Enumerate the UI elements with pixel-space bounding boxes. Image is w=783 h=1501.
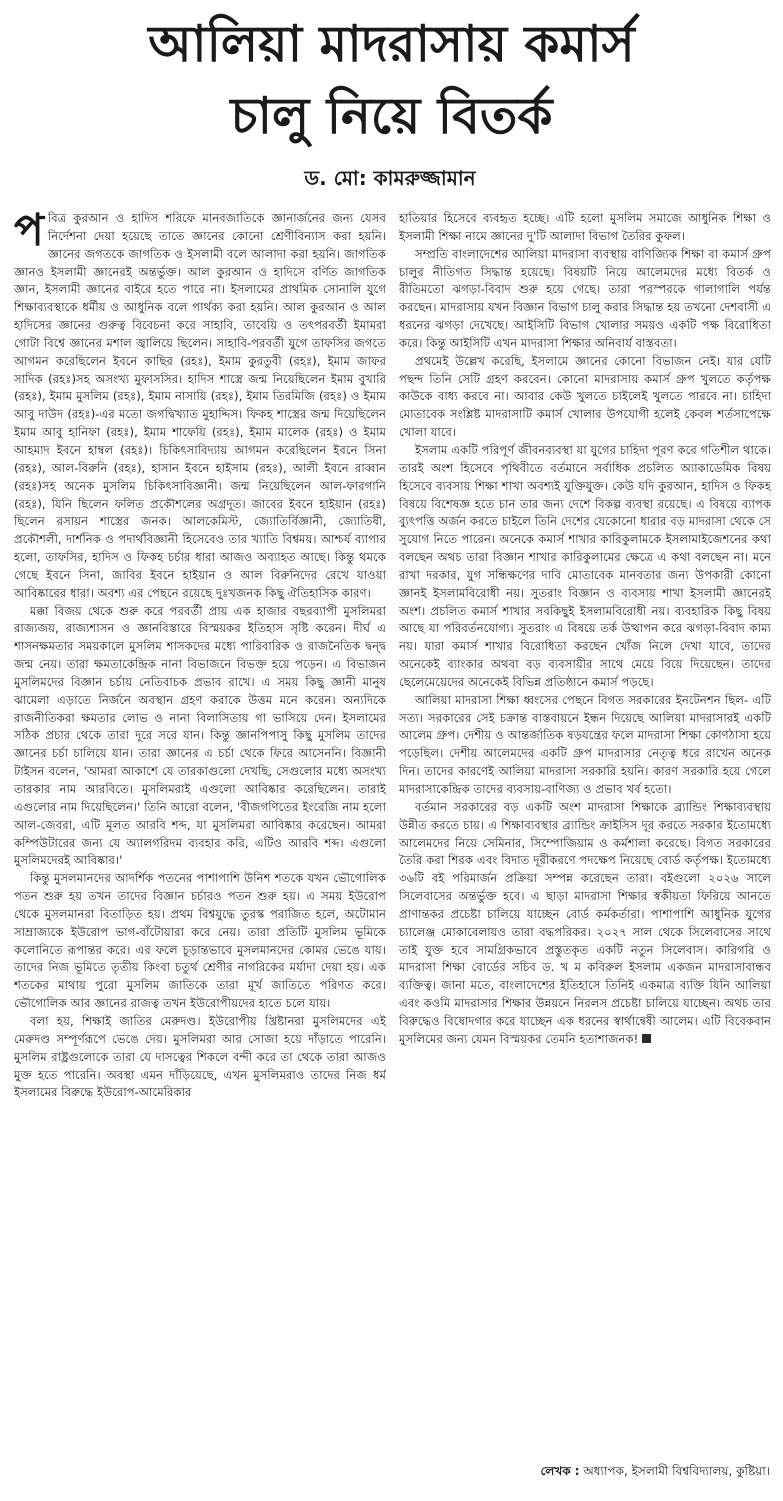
article-column-right bbox=[399, 210, 771, 1450]
article-headline bbox=[0, 8, 783, 152]
author-designation: অধ্যাপক, ইসলামী বিশ্ববিদ্যালয়, কুষ্টিয়া। bbox=[583, 1464, 770, 1478]
paragraph-text: বর্তমান সরকারের বড় একটি অংশ মাদরাসা শিক্ষাকে ব্র্যান্ডিং শিক্ষাব্যবস্থায় উন্নীত করতে চায়। এ শিক্ষাব্যবস্থার ব্র্যান্ডিং ক্রাইসিস দূর করতে সরকার ইতোমধ্যে আলেমদের নিয়ে সেমিনার, সিম্পোজিয়াম ও কর্মশালা করেছে। বিগত সরকারের তৈরি করা শিরক এবং বিদাত দূরীকরণে পদক্ষেপ নিয়েছে বোর্ড কর্তৃপক্ষ। ইতোমধ্যে ৩৬টি বই পরিমার্জন প্রক্রিয়া সম্পন্ন করেছেন তারা। বইগুলো ২০২৬ সালে সিলেবাসের অন্তর্ভুক্ত হবে। এ ছাড়া মাদরাসা শিক্ষার স্বকীয়তা ফিরিয়ে আনতে প্রাণান্তকর প্রচেষ্টা চালিয়ে যাচ্ছেন বোর্ড কর্মকর্তারা। পাশাপাশি আধুনিক যুগের চ্যালেঞ্জ মোকাবেলায়ও তারা বদ্ধপরিকর। ২০২৭ সাল থেকে সিলেবাসের সাথে তাই যুক্ত হবে সামগ্রিকভাবে প্রস্তুতকৃত একটি নতুন সিলেবাস। কারিগরি ও মাদরাসা শিক্ষা বোর্ডের সচিব ড. খ ম কবিরুল ইসলাম একজন মাদরাসাবান্ধব ব্যক্তিত্ব। জানা মতে, বাংলাদেশের ইতিহাসে তিনিই একমাত্র ব্যক্তি যিনি আলিয়া এবং কওমি মাদরাসার শিক্ষার উন্নয়নে নিরলস প্রচেষ্টা চালিয়ে যাচ্ছেন। অথচ তার বিরুদ্ধেও বিষোদগার করে যাচ্ছেন এক ধরনের স্বার্থান্বেষী আলেম। এটি বিবেকবান মুসলিমের জন্য যেমন বিস্ময়কর তেমনি হতাশাজনক! bbox=[399, 799, 771, 1046]
headline-line-2: চালু নিয়ে বিতর্ক bbox=[230, 87, 553, 145]
headline-line-1: আলিয়া মাদরাসায় কমার্স bbox=[148, 15, 635, 73]
author-info bbox=[470, 1462, 770, 1480]
article-paragraph: ইসলাম একটি পরিপূর্ণ জীবনব্যবস্থা যা যুগের চাহিদা পূরণ করে গতিশীল থাকে। তারই অংশ হিসেবে পৃথিবীতে বর্তমানে সর্বাধিক প্রচলিত অ্যাকাডেমিক বিষয় হিসেবে ব্যবসায় শিক্ষা শাখা অবশ্যই যুক্তিযুক্ত। কেউ যদি কুরআন, হাদিস ও ফিকহ বিষয়ে বিশেষজ্ঞ হতে চান তার জন্য দেশে বিকল্প ব্যবস্থা রয়েছে। এ বিষয়ে ব্যাপক ব্যুৎপত্তি অর্জন করতে চাইলে তিনি দেশের যেকোনো ধারার বড় মাদরাসা থেকে সে সুযোগ নিতে পারেন। অনেকে কমার্স শাখার কারিকুলামকে ইসলামাইজেশনের কথা বলছেন অথচ তারা বিজ্ঞান শাখার কারিকুলামের ক্ষেত্রে এ কথা বলছেন না। মনে রাখা দরকার, যুগ সন্ধিক্ষণের দাবি মোতাবেক মানবতার জন্য উপকারী কোনো জ্ঞানই ইসলামবিরোধী নয়। সুতরাং বিজ্ঞান ও ব্যবসায় শাখা ইসলামী জ্ঞানেরই অংশ। প্রচলিত কমার্স শাখার সবকিছুই ইসলামবিরোধী নয়। ব্যবহারিক কিছু বিষয় আছে যা পরিবর্তনযোগ্য। সুতরাং এ বিষয়ে তর্ক উত্থাপন করে ঝগড়া-বিবাদ কাম্য নয়। যারা কমার্স শাখার বিরোধিতা করছেন খোঁজ নিলে দেখা যাবে, তাদের অনেকেই ব্যাংকার অথবা বড় ব্যবসায়ীর সাথে মেয়ে বিয়ে দিয়েছেন। তাদের ছেলেমেয়েদের অনেকেই বিভিন্ন প্রতিষ্ঠানে কমার্স পড়ছে। bbox=[399, 442, 771, 689]
drop-cap: প bbox=[14, 210, 44, 256]
article-paragraph: হাতিয়ার হিসেবে ব্যবহৃত হচ্ছে। এটি হলো মুসলিম সমাজে আধুনিক শিক্ষা ও ইসলামী শিক্ষা নামে জ্ঞানের দু'টি আলাদা বিভাগ তৈরির কুফল। bbox=[399, 211, 771, 243]
article-paragraph bbox=[399, 799, 771, 1049]
article-paragraph: প্রথমেই উল্লেখ করেছি, ইসলামে জ্ঞানের কোনো বিভাজন নেই। যার যেটি পছন্দ তিনি সেটি গ্রহণ করবেন। কোনো মাদরাসায় কমার্স গ্রুপ খুলতে কর্তৃপক্ষ কাউকে বাধ্য করবে না। আবার কেউ খুলতে চাইলেই খুলতে পারবে না। চাহিদা মোতাবেক সংশ্লিষ্ট মাদরাসাটি কমার্স খোলার উপযোগী হলেই কেবল শর্তসাপেক্ষে খোলা যাবে। bbox=[399, 353, 771, 440]
author-byline: ড. মো: কামরুজ্জামান bbox=[304, 166, 476, 190]
article-paragraph: বলা হয়, শিক্ষাই জাতির মেরুদণ্ড। ইউরোপীয় খ্রিষ্টানরা মুসলিমদের এই মেরুদণ্ড সম্পূর্ণরূপে ভেঙে দেয়। মুসলিমরা আর সোজা হয়ে দাঁড়াতে পারেনি। মুসলিম রাষ্ট্রগুলোকে তারা যে দাসত্বের শিকলে বন্দী করে তা থেকে তারা আজও মুক্ত হতে পারেনি। অবস্থা এমন দাঁড়িয়েছে, এখন মুসলিমরাও তাদের নিজ ধর্ম ইসলামের বিরুদ্ধে ইউরোপ-আমেরিকার bbox=[14, 1013, 386, 1100]
article-paragraph: মক্কা বিজয় থেকে শুরু করে পরবর্তী প্রায় এক হাজার বছরব্যাপী মুসলিমরা রাজ্যজয়, রাজ্যশাসন ও জ্ঞানবিস্তারে বিস্ময়কর ইতিহাস সৃষ্টি করেন। দীর্ঘ এ শাসনক্ষমতার সময়কালে মুসলিম শাসকদের মধ্যে পারিবারিক ও রাজনৈতিক দ্বন্দ্ব জন্ম নেয়। তারা ক্ষমতাকেন্দ্রিক নানা বিভাজনে বিভক্ত হয়ে পড়েন। এ বিভাজন মুসলিমদের বিজ্ঞান চর্চায় নেতিবাচক প্রভাব রাখে। এ সময় কিছু জ্ঞানী মানুষ ঝামেলা এড়াতে নির্জনে অবস্থান গ্রহণ করাকে উত্তম মনে করেন। অন্যদিকে রাজনীতিকরা ক্ষমতার লোভ ও নানা বিলাসিতায় গা ভাসিয়ে দেন। ইসলামের সঠিক প্রচার থেকে তারা দূরে সরে যান। কিন্তু জ্ঞানপিপাসু কিছু মুসলিম তাদের জ্ঞানের চর্চা চালিয়ে যান। তারা জ্ঞানের এ চর্চা থেকে ফিরে আসেননি। বিজ্ঞানী টাইসন বলেন, 'আমরা আকাশে যে তারকাগুলো দেখছি, সেগুলোর মধ্যে অসংখ্য তারকার নাম আরবিতে। মুসলিমরাই এগুলো আবিষ্কার করেছিলেন। তারাই এগুলোর নাম দিয়েছিলেন।' তিনি আরো বলেন, 'বীজগণিতের ইংরেজি নাম হলো আল-জেবরা, এটি মূলত আরবি শব্দ, যা মুসলিমরা আবিষ্কার করেছেন। আমরা কম্পিউটারের জন্য যে অ্যালগরিদম ব্যবহার করি, এটিও আরবি শব্দ। এগুলো মুসলিমদেরই আবিষ্কার।' bbox=[14, 603, 386, 868]
paragraph-text: বিত্র কুরআন ও হাদিস শরিফে মানবজাতিকে জ্ঞানার্জনের জন্য যেসব নির্দেশনা দেয়া হয়েছে তাতে জ্ঞানের কোনো শ্রেণীবিন্যাস করা হয়নি। জ্ঞানের জগতকে জাগতিক ও ইসলামী বলে আলাদা করা হয়নি। জাগতিক জ্ঞানও ইসলামী জ্ঞানেরই অন্তর্ভুক্ত। আল কুরআন ও হাদিসে বর্ণিত জাগতিক জ্ঞান, ইসলামী জ্ঞানের বাইরে হতে পারে না। ইসলামের প্রাথমিক সোনালি যুগে শিক্ষাব্যবস্থাকে ধর্মীয় ও আধুনিক বলে পার্থক্য করা হয়নি। আল কুরআন ও আল হাদিসের জ্ঞানের গুরুত্ব বিবেচনা করে সাহাবি, তাবেয়ি ও তৎপরবর্তী ইমামরা গোটা বিশ্বে জ্ঞানের মশাল জ্বালিয়ে ছিলেন। সাহাবি-পরবর্তী যুগে তাফসির জগতে আগমন করেছিলেন ইবনে কাছির (রহঃ), ইমাম কুরতুবী (রহঃ), ইমাম জাফর সাদিক (রহঃ)সহ অসংখ্য মুফাসসির। হাদিস শাস্ত্রে জন্ম নিয়েছিলেন ইমাম বুখারি (রহঃ), ইমাম মুসলিম (রহঃ), ইমাম নাসায়ি (রহঃ), ইমাম তিরমিজি (রহঃ) ও ইমাম আবু দাউদ (রহঃ)-এর মতো জগদ্বিখ্যাত মুহাদ্দিস। ফিকহ শাস্ত্রের জন্ম দিয়েছিলেন ইমাম আবু হানিফা (রহঃ), ইমাম শাফেয়ি (রহঃ), ইমাম মালেক (রহঃ) ও ইমাম আহমাদ ইবনে হাম্বল (রহঃ)। চিকিৎসাবিদ্যায় আগমন করেছিলেন ইবনে সিনা (রহঃ), আল-বিরুনি (রহঃ), হাসান ইবনে হাইসাম (রহঃ), আলী ইবনে রাব্বান (রহঃ)সহ অনেক মুসলিম চিকিৎসাবিজ্ঞানী। জন্ম নিয়েছিলেন আল-ফারগানি (রহঃ), যিনি ছিলেন ফলিত প্রকৌশলের অগ্রদূত। জাবের ইবনে হাইয়ান (রহঃ) ছিলেন রসায়ন শাস্ত্রের জনক। আলকেমিস্ট, জ্যোতির্বিজ্ঞানী, জ্যোতিষী, প্রকৌশলী, দার্শনিক ও পদার্থবিজ্ঞানী হিসেবেও তার খ্যাতি বিশ্বময়। আশ্চর্য ব্যাপার হলো, তাফসির, হাদিস ও ফিকহ চর্চার ধারা আজও অব্যাহত আছে। কিন্তু থমকে গেছে ইবনে সিনা, জাবির ইবনে হাইয়ান ও আল বিরুনিদের রেখে যাওয়া আবিষ্কারের ধারা। অবশ্য এর পেছনে রয়েছে দুঃখজনক কিছু ঐতিহাসিক কারণ। bbox=[14, 211, 386, 600]
article-paragraph: কিন্তু মুসলমানদের আদর্শিক পতনের পাশাপাশি উনিশ শতকে যখন ভৌগোলিক পতন শুরু হয় তখন তাদের বিজ্ঞান চর্চারও পতন শুরু হয়। এ সময় ইউরোপ থেকে মুসলমানরা বিতাড়িত হয়। প্রথম বিশ্বযুদ্ধে তুরস্ক পরাজিত হলে, অটোমান সাম্রাজ্যকে ইউরোপ ভাগ-বাঁটোয়ারা করে নেয়। তারা প্রতিটি মুসলিম ভূমিকে কলোনিতে রূপান্তর করে। এর ফলে চূড়ান্তভাবে মুসলমানদের কোমর ভেঙে যায়। তাদের নিজ ভূমিতে তৃতীয় কিংবা চতুর্থ শ্রেণীর নাগরিকের মর্যাদা দেয়া হয়। এক শতকের মাথায় পুরো মুসলিম জাতিকে তারা মূর্খ জাতিতে পরিণত করে। ভৌগোলিক আর জ্ঞানের রাজত্ব তখন ইউরোপীয়দের হাতে চলে যায়। bbox=[14, 871, 386, 1011]
end-mark-icon bbox=[642, 1034, 651, 1043]
article-column-left bbox=[14, 210, 386, 1450]
author-label: লেখক : bbox=[540, 1464, 580, 1478]
article-paragraph: আলিয়া মাদরাসা শিক্ষা ধ্বংসের পেছনে বিগত সরকারের ইনটেনশন ছিল- এটি সত্য। সরকারের সেই চক্রান্ত বাস্তবায়নে ইন্ধন দিয়েছে আলিয়া মাদরাসারই একটি আলেম গ্রুপ। দেশীয় ও আন্তর্জাতিক ষড়যন্ত্রের ফলে মাদরাসা শিক্ষা কোণঠাসা হয়ে পড়েছিল। দেশীয় আলেমদের একটি গ্রুপ মাদরাসার নেতৃত্ব ধরে রাখেন অনেক দিন। তাদের কারণেই আলিয়া মাদরাসা সরকারি হয়নি। কারণ সরকারি হয়ে গেলে মাদরাসাকেন্দ্রিক তাদের ব্যবসায়-বাণিজ্য ও প্রভাব খর্ব হতো। bbox=[399, 692, 771, 796]
article-paragraph bbox=[14, 210, 386, 603]
article-paragraph: সম্প্রতি বাংলাদেশের আলিয়া মাদরাসা ব্যবস্থায় বাণিজ্যিক শিক্ষা বা কমার্স গ্রুপ চালুর নীতিগত সিদ্ধান্ত হয়েছে। বিষয়টি নিয়ে আলেমদের মধ্যে বিতর্ক ও রীতিমতো ঝগড়া-বিবাদ শুরু হয়ে গেছে। তারা পরস্পরকে গালাগালি পর্যন্ত করছেন। মাদরাসায় যখন বিজ্ঞান বিভাগ চালু করার সিদ্ধান্ত হয় তখনো দেশবাসী এ ধরনের ঝগড়া দেখেছে। আইসিটি বিভাগ খোলার সময়ও একটি পক্ষ বিরোধিতা করে। কিন্তু আইসিটি এখন মাদরাসা শিক্ষার অনিবার্য বাস্তবতা। bbox=[399, 246, 771, 350]
